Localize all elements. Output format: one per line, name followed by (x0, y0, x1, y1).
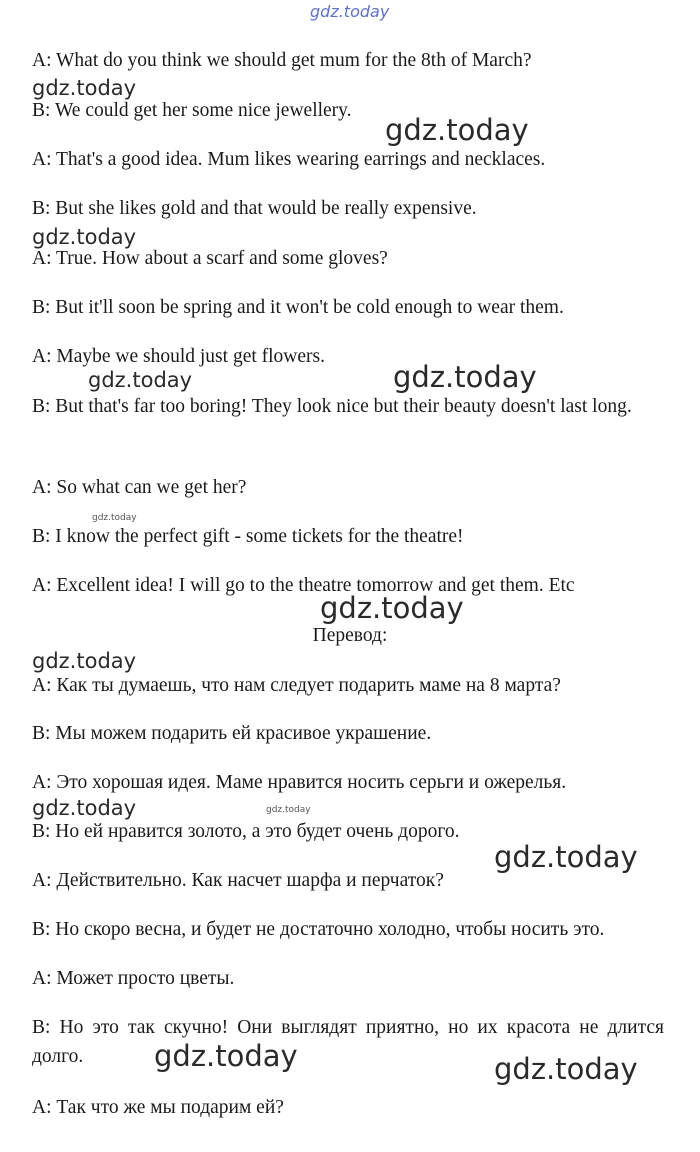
watermark: gdz.today (88, 368, 193, 392)
dialogue-line-en-3: A: That's a good idea. Mum likes wearing earrings and necklaces. (32, 149, 546, 170)
watermark: gdz.today (494, 840, 638, 874)
dialogue-line-ru-5: А: Действительно. Как насчет шарфа и перчаток? (32, 870, 444, 891)
dialogue-line-ru-2: В: Мы можем подарить ей красивое украшение. (32, 723, 432, 744)
watermark: gdz.today (393, 360, 537, 394)
dialogue-line-ru-6: В: Но скоро весна, и будет не достаточно холодно, чтобы носить это. (32, 919, 605, 940)
watermark: gdz.today (154, 1039, 298, 1073)
dialogue-line-ru-7: А: Может просто цветы. (32, 968, 235, 989)
dialogue-line-en-11: A: Excellent idea! I will go to the theatre tomorrow and get them. Etc (32, 575, 575, 596)
dialogue-line-en-8: B: But that's far too boring! They look nice but their beauty doesn't last long. (32, 396, 632, 417)
watermark: gdz.today (385, 113, 529, 147)
dialogue-line-en-4: B: But she likes gold and that would be really expensive. (32, 198, 477, 219)
translation-heading: Перевод: (312, 625, 388, 646)
dialogue-line-en-6: B: But it'll soon be spring and it won't be cold enough to wear them. (32, 297, 564, 318)
watermark: gdz.today (92, 513, 137, 523)
watermark: gdz.today (32, 649, 137, 673)
dialogue-line-en-1: A: What do you think we should get mum for the 8th of March? (32, 50, 532, 71)
dialogue-line-en-9: A: So what can we get her? (32, 477, 247, 498)
dialogue-line-en-10: B: I know the perfect gift - some tickets for the theatre! (32, 526, 464, 547)
dialogue-line-ru-9: А: Так что же мы подарим ей? (32, 1097, 284, 1118)
dialogue-line-en-7: A: Maybe we should just get flowers. (32, 346, 325, 367)
dialogue-line-en-5: A: True. How about a scarf and some gloves? (32, 248, 388, 269)
dialogue-line-ru-8: В: Но это так скучно! Они выглядят приятно, но их красота не длится долго. (32, 1017, 664, 1067)
dialogue-line-ru-3: А: Это хорошая идея. Маме нравится носить серьги и ожерелья. (32, 772, 567, 793)
watermark: gdz.today (266, 805, 311, 815)
dialogue-line-ru-4: В: Но ей нравится золото, а это будет очень дорого. (32, 821, 460, 842)
watermark-top: gdz.today (310, 2, 390, 21)
watermark: gdz.today (32, 76, 137, 100)
dialogue-line-en-2: B: We could get her some nice jewellery. (32, 100, 352, 121)
watermark: gdz.today (320, 591, 464, 625)
watermark: gdz.today (32, 225, 137, 249)
dialogue-line-ru-1: А: Как ты думаешь, что нам следует подарить маме на 8 марта? (32, 675, 561, 696)
watermark: gdz.today (32, 796, 137, 820)
watermark: gdz.today (494, 1052, 638, 1086)
